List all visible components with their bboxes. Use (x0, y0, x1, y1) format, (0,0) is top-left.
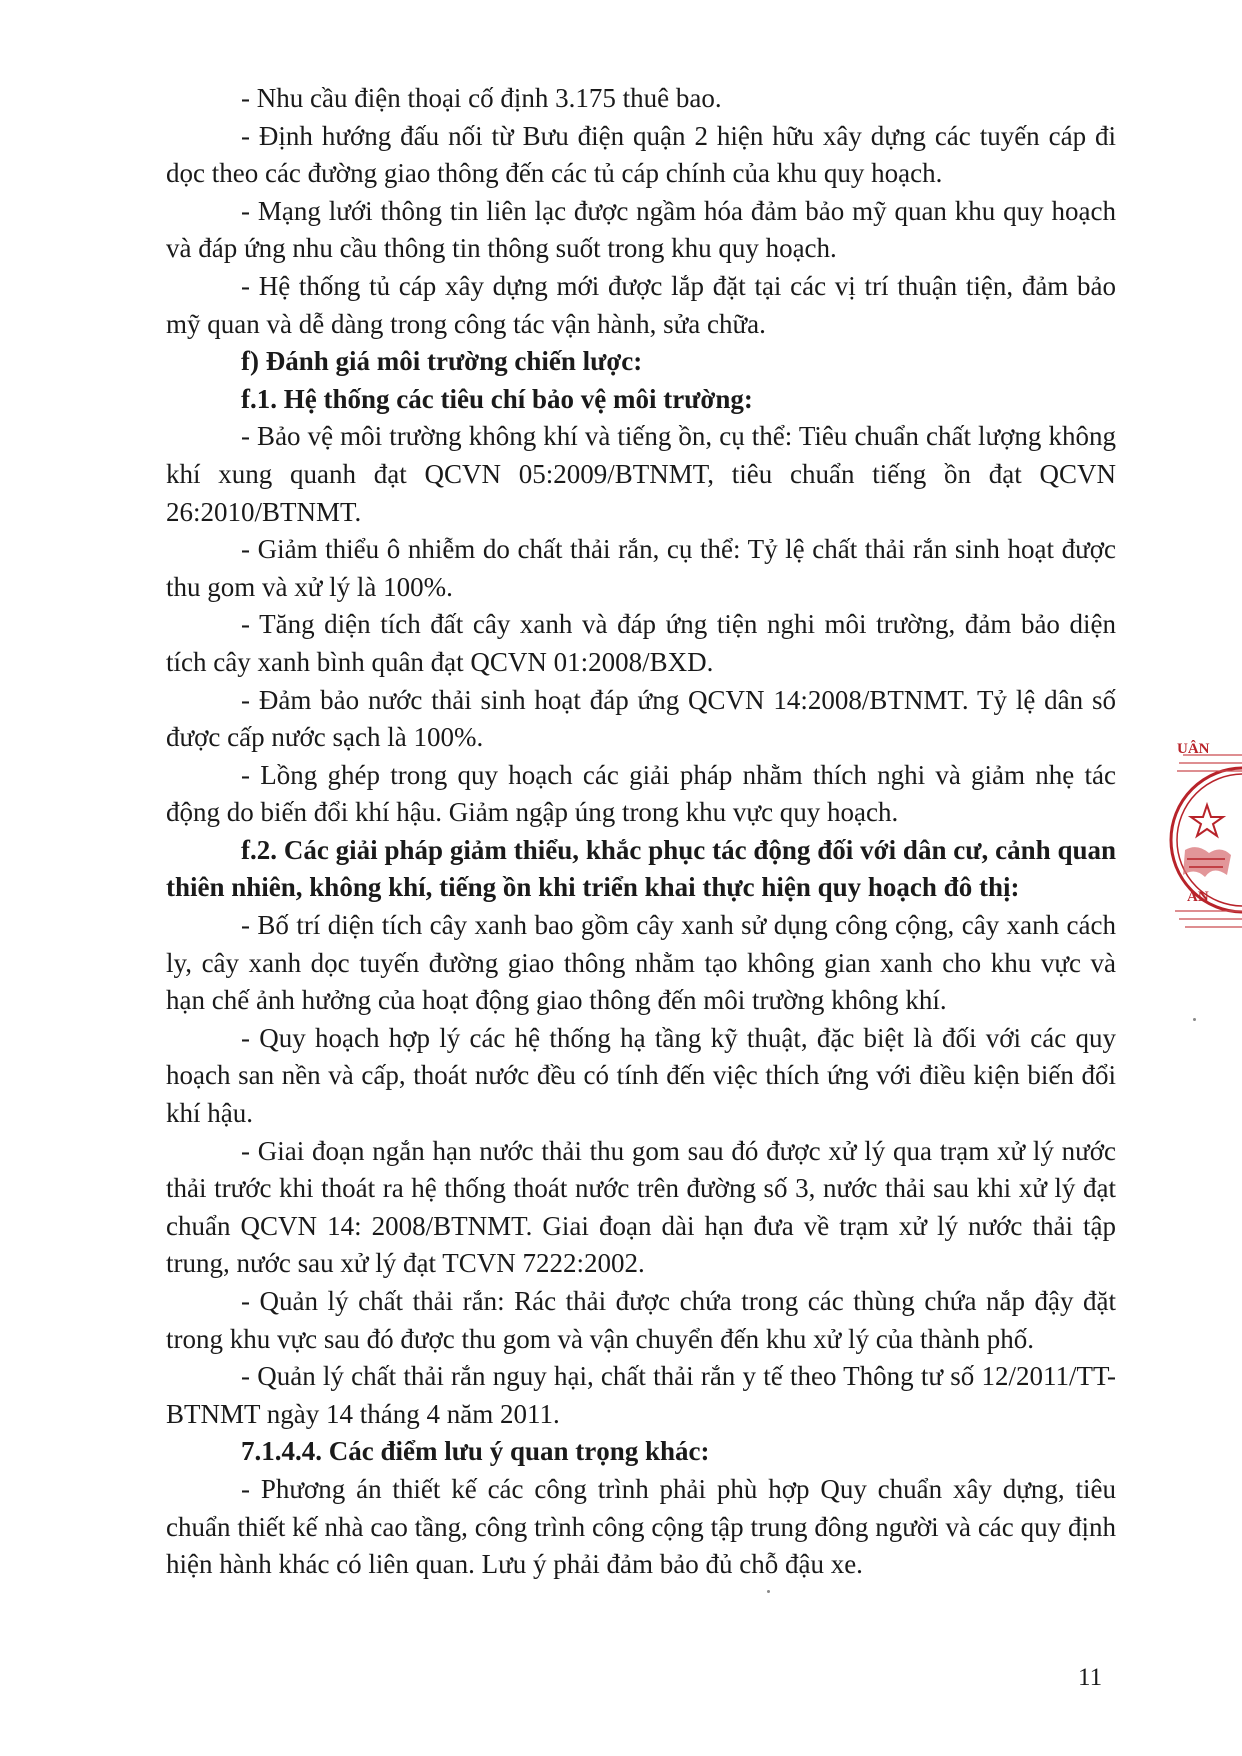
document-body (166, 80, 1116, 1584)
page-number: 11 (1078, 1664, 1103, 1691)
star-icon (1191, 805, 1223, 836)
paragraph-8: - Giảm thiểu ô nhiễm do chất thải rắn, cụ thể: Tỷ lệ chất thải rắn sinh hoạt được thu gom và xử lý là 100%. (166, 534, 1116, 602)
paragraph-15: - Giai đoạn ngắn hạn nước thải thu gom sau đó được xử lý qua trạm xử lý nước thải trước khi thoát ra hệ thống thoát nước trên đường số 3, nước thải sau khi xử lý đạt chuẩn QCVN 14: 2008/BTNMT. Giai đoạn dài hạn đưa về trạm xử lý nước thải tập trung, nước sau xử lý đạt TCVN 7222:2002. (166, 1135, 1116, 1279)
seal-icon (1165, 735, 1242, 945)
paragraph-16: - Quản lý chất thải rắn: Rác thải được chứa trong các thùng chứa nắp đậy đặt trong khu vực sau đó được thu gom và vận chuyển đến khu xử lý của thành phố. (166, 1286, 1116, 1354)
paragraph-14: - Quy hoạch hợp lý các hệ thống hạ tầng kỹ thuật, đặc biệt là đối với các quy hoạch san nền và cấp, thoát nước đều có tính đến việc thích ứng với điều kiện biến đổi khí hậu. (166, 1022, 1116, 1129)
paragraph-3: - Mạng lưới thông tin liên lạc được ngầm hóa đảm bảo mỹ quan khu quy hoạch và đáp ứng nhu cầu thông tin thông suốt trong khu quy hoạch. (166, 195, 1116, 264)
paragraph-10: - Đảm bảo nước thải sinh hoạt đáp ứng QCVN 14:2008/BTNMT. Tỷ lệ dân số được cấp nước sạch là 100%. (166, 684, 1116, 753)
red-seal-stamp (1165, 735, 1242, 945)
seal-bottom-text: AN (1187, 889, 1209, 905)
scan-speck (767, 1590, 770, 1593)
subsection-heading-f2: f.2. Các giải pháp giảm thiểu, khắc phục tác động đối với dân cư, cảnh quan thiên nhiên, không khí, tiếng ồn khi triển khai thực hiện quy hoạch đô thị: (166, 834, 1116, 903)
subsection-heading-f1: f.1. Hệ thống các tiêu chí bảo vệ môi trường: (241, 383, 753, 414)
paragraph-19: - Phương án thiết kế các công trình phải phù hợp Quy chuẩn xây dựng, tiêu chuẩn thiết kế nhà cao tầng, công trình công cộng tập trung đông người và các quy định hiện hành khác có liên quan. Lưu ý phải đảm bảo đủ chỗ đậu xe. (166, 1473, 1116, 1580)
seal-top-text: UÂN (1177, 741, 1210, 757)
paragraph-4: - Hệ thống tủ cáp xây dựng mới được lắp đặt tại các vị trí thuận tiện, đảm bảo mỹ quan và dễ dàng trong công tác vận hành, sửa chữa. (166, 270, 1116, 339)
paragraph-2: - Định hướng đấu nối từ Bưu điện quận 2 hiện hữu xây dựng các tuyến cáp đi dọc theo các đường giao thông đến các tủ cáp chính của khu quy hoạch. (166, 120, 1116, 189)
section-heading-f: f) Đánh giá môi trường chiến lược: (241, 346, 643, 377)
paragraph-11: - Lồng ghép trong quy hoạch các giải pháp nhằm thích nghi và giảm nhẹ tác động do biến đổi khí hậu. Giảm ngập úng trong khu vực quy hoạch. (166, 759, 1116, 828)
scan-speck (1193, 1018, 1196, 1021)
paragraph-13: - Bố trí diện tích cây xanh bao gồm cây xanh sử dụng công cộng, cây xanh cách ly, cây xanh dọc tuyến đường giao thông nhằm tạo không gian xanh cho khu vực và hạn chế ảnh hưởng của hoạt động giao thông đến môi trường không khí. (166, 910, 1116, 1016)
paragraph-17: - Quản lý chất thải rắn nguy hại, chất thải rắn y tế theo Thông tư số 12/2011/TT-BTNMT ngày 14 tháng 4 năm 2011. (166, 1361, 1116, 1429)
paragraph-1: - Nhu cầu điện thoại cố định 3.175 thuê bao. (241, 83, 722, 113)
paragraph-7: - Bảo vệ môi trường không khí và tiếng ồn, cụ thể: Tiêu chuẩn chất lượng không khí xung quanh đạt QCVN 05:2009/BTNMT, tiêu chuẩn tiếng ồn đạt QCVN 26:2010/BTNMT. (166, 421, 1116, 527)
section-heading-7144: 7.1.4.4. Các điểm lưu ý quan trọng khác: (241, 1436, 710, 1467)
paragraph-9: - Tăng diện tích đất cây xanh và đáp ứng tiện nghi môi trường, đảm bảo diện tích cây xanh bình quân đạt QCVN 01:2008/BXD. (166, 609, 1116, 677)
